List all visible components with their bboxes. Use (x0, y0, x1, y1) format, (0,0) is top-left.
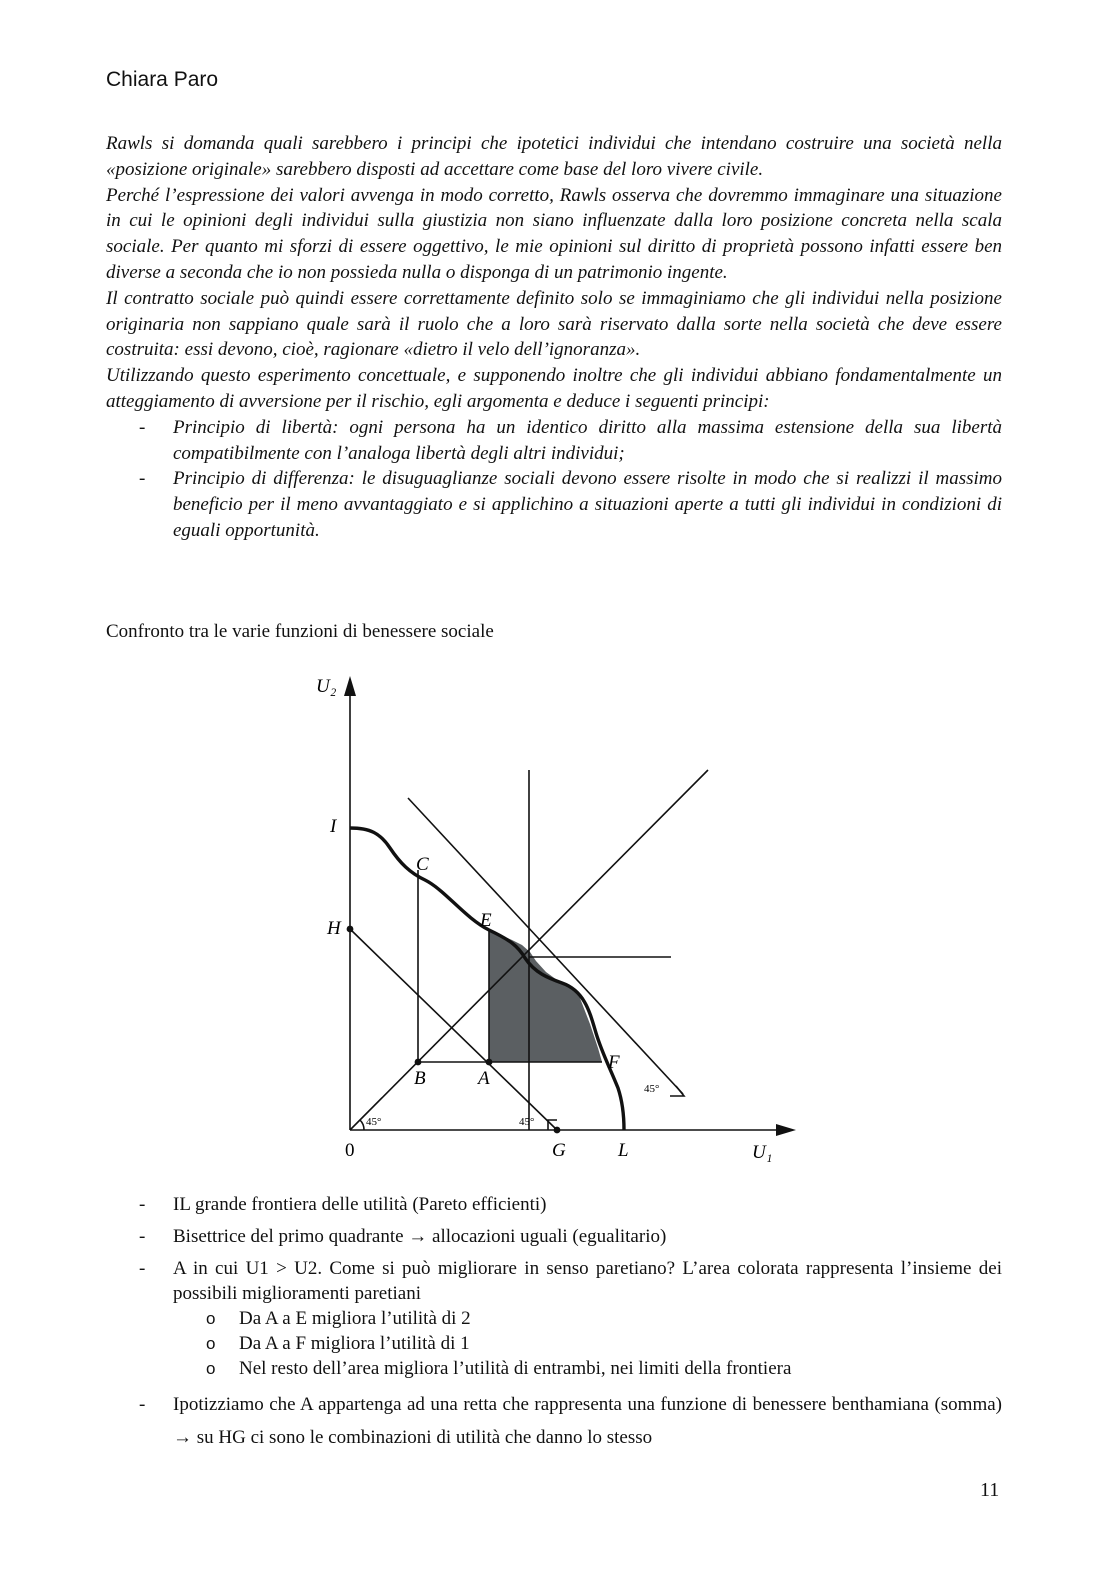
y-axis-arrow (344, 676, 356, 696)
list-item (106, 1224, 1002, 1249)
notes-list (106, 1192, 1002, 1454)
x-axis-label: U₁ (752, 1142, 773, 1163)
note-text: Bisettrice del primo quadrante → allocazioni uguali (egualitario) (173, 1226, 667, 1247)
principle-text: Principio di libertà: ogni persona ha un identico diritto alla massima estensione della sua libertà compatibilmente con l’analoga libertà degli altri individui; (173, 416, 1002, 464)
paragraph: Rawls si domanda quali sarebbero i principi che ipotetici individui che intendano costruire una società nella «posizione originale» sarebbero disposti ad accettare come base del loro vivere civile. (106, 133, 1002, 180)
angle-label-right: 45° (644, 1083, 660, 1095)
dash-marker: - (139, 1194, 146, 1215)
origin-label: 0 (345, 1140, 355, 1161)
sub-note-text: Nel resto dell’area migliora l’utilità di entrambi, nei limiti della frontiera (239, 1358, 792, 1379)
figure-caption: Confronto tra le varie funzioni di benessere sociale (106, 621, 494, 642)
point-b (415, 1059, 422, 1066)
notes-section (106, 1192, 1002, 1461)
list-item (106, 1192, 1002, 1217)
x-axis-arrow (776, 1124, 796, 1136)
list-item (106, 1256, 1002, 1381)
point-g (554, 1127, 561, 1134)
label-b: B (414, 1068, 426, 1089)
dash-marker: - (139, 1226, 146, 1247)
author-name: Chiara Paro (106, 68, 219, 91)
principles-list (106, 415, 1002, 544)
label-f: F (608, 1052, 620, 1073)
dash-marker: - (139, 468, 146, 490)
sub-list-item (173, 1306, 1002, 1331)
paragraph: Il contratto sociale può quindi essere correttamente definito solo se immaginiamo che gli individui nella posizione originaria non sappiano quale sarà il ruolo che a loro sarà riservato dalla sorte nella società che deve essere costruita: essi devono, cioè, ragionare «dietro il velo dell’ignoranza». (106, 287, 1002, 361)
principle-text: Principio di differenza: le disuguaglianze sociali devono essere risolte in modo che si realizzi il massimo beneficio per il meno avvantaggiato e si applichino a situazioni aperte a tutti gli individui in condizioni di eguali opportunità. (173, 468, 1002, 541)
sub-note-text: Da A a E migliora l’utilità di 2 (239, 1308, 471, 1329)
circle-marker: o (206, 1334, 216, 1353)
point-h (347, 926, 354, 933)
label-e: E (480, 910, 492, 931)
dash-marker: - (139, 416, 146, 438)
angle-label-g: 45° (519, 1116, 535, 1128)
list-item (106, 1388, 1002, 1454)
paragraph: Utilizzando questo esperimento concettuale, e supponendo inoltre che gli individui abbiano fondamentalmente un atteggiamento di avversione per il rischio, egli argomenta e deduce i seguenti principi: (106, 365, 1002, 412)
label-l: L (618, 1140, 629, 1161)
label-a: A (478, 1068, 490, 1089)
label-i: I (330, 816, 337, 837)
angle-arc-origin (360, 1120, 364, 1130)
circle-marker: o (206, 1309, 216, 1328)
list-item (106, 415, 1002, 467)
point-a (486, 1059, 493, 1066)
angle-label-origin: 45° (366, 1116, 382, 1128)
dash-marker: - (139, 1394, 146, 1415)
circle-marker: o (206, 1359, 216, 1378)
list-item (106, 466, 1002, 543)
paragraph: Perché l’espressione dei valori avvenga in modo corretto, Rawls osserva che dovremmo immaginare una situazione in cui le opinioni degli individui sulla giustizia non siano influenzate dalla loro posizione concreta nella scala sociale. Per quanto mi sforzi di essere oggettivo, le mie opinioni sul diritto di proprietà possono infatti essere ben diverse a seconda che io non possieda nulla o disponga di un patrimonio ingente. (106, 184, 1002, 283)
note-text: Ipotizziamo che A appartenga ad una retta che rappresenta una funzione di benessere benthamiana (somma) → su HG ci sono le combinazioni di utilità che danno lo stesso (173, 1394, 1002, 1448)
note-text: A in cui U1 > U2. Come si può migliorare in senso paretiano? L’area colorata rappresenta l’insieme dei possibili miglioramenti paretiani (173, 1258, 1002, 1304)
sub-list-item (173, 1331, 1002, 1356)
note-text: IL grande frontiera delle utilità (Pareto efficienti) (173, 1194, 547, 1215)
sub-note-text: Da A a F migliora l’utilità di 1 (239, 1333, 470, 1354)
label-c: C (416, 854, 429, 875)
label-h: H (327, 918, 341, 939)
dash-marker: - (139, 1258, 146, 1279)
angle-triangle (670, 1086, 684, 1096)
sub-list (173, 1306, 1002, 1381)
y-axis-label: U₂ (316, 676, 337, 697)
pareto-improvement-area (489, 930, 602, 1062)
label-g: G (552, 1140, 566, 1161)
page-number: 11 (980, 1479, 1000, 1501)
rawls-section (106, 131, 1002, 544)
welfare-diagram (300, 668, 800, 1168)
sub-list-item (173, 1356, 1002, 1381)
